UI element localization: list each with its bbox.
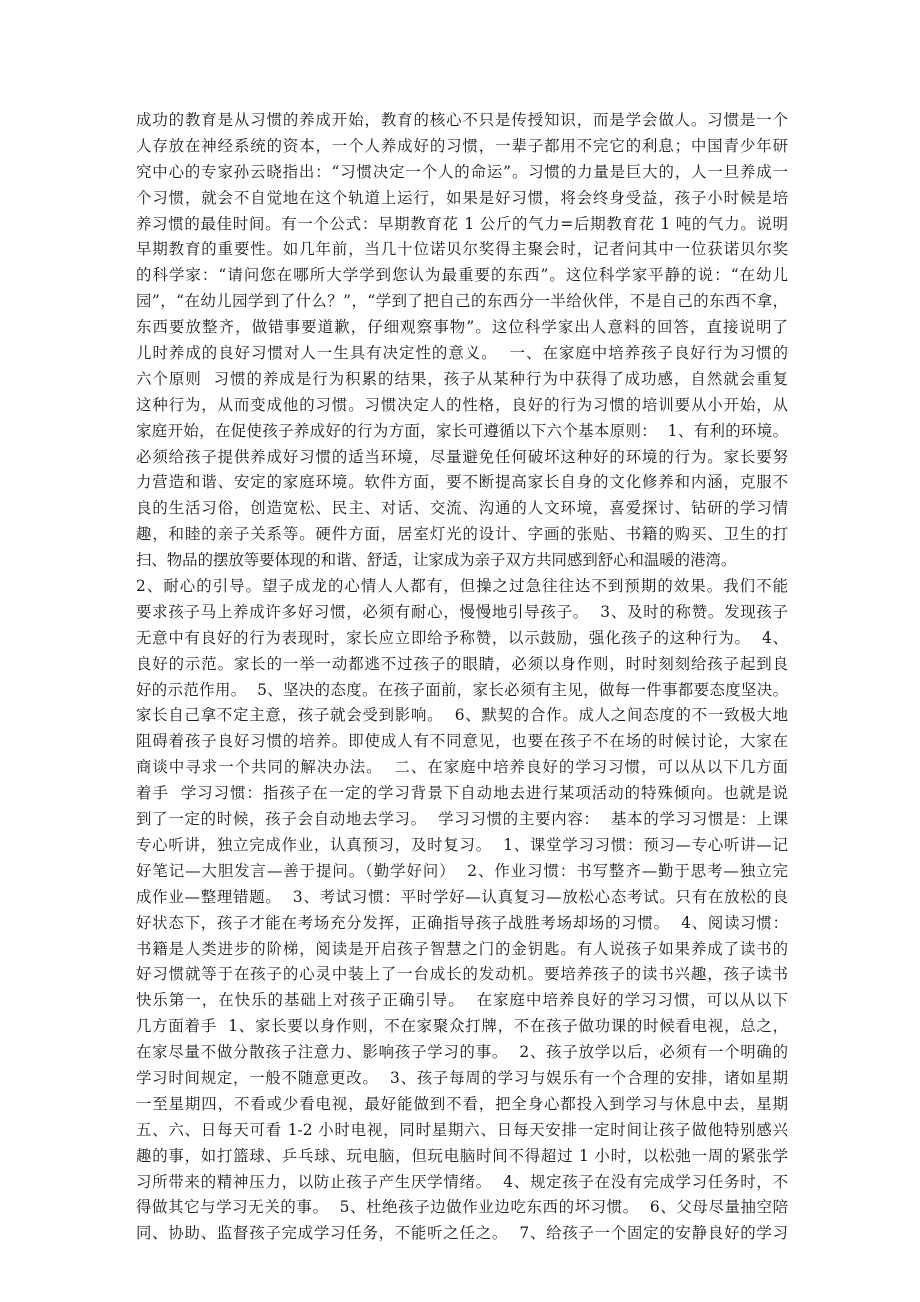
- text-line: 书籍是人类进步的阶梯，阅读是开启孩子智慧之门的金钥匙。有人说孩子如果养成了读书的: [136, 939, 788, 958]
- text-line: 良的生活习俗，创造宽松、民主、对话、交流、沟通的人文环境，喜爱探讨、钻研的学习情: [136, 499, 788, 518]
- text-line: 一至星期四，不看或少看电视，最好能做到不看，把全身心都投入到学习与休息中去，星期: [136, 1094, 788, 1113]
- text-line: 好状态下，孩子才能在考场充分发挥，正确指导孩子战胜考场却场的习惯。 4、阅读习惯：: [136, 913, 788, 932]
- text-line: 好笔记—大胆发言—善于提问。（勤学好问） 2、作业习惯：书写整齐—勤于思考—独立完: [136, 861, 788, 880]
- text-line: 趣，和睦的亲子关系等。硬件方面，居室灯光的设计、字画的张贴、书籍的购买、卫生的打: [136, 525, 788, 544]
- body-text: [136, 108, 788, 1247]
- text-line: 着手 学习习惯：指孩子在一定的学习背景下自动地去进行某项活动的特殊倾向。也就是说: [136, 784, 788, 803]
- text-line: 家庭开始，在促使孩子养成好的行为方面，家长可遵循以下六个基本原则： 1、有利的环境。: [136, 421, 788, 440]
- text-line: 好习惯就等于在孩子的心灵中装上了一台成长的发动机。要培养孩子的读书兴趣，孩子读书: [136, 965, 788, 984]
- text-line: 商谈中寻求一个共同的解决办法。 二、在家庭中培养良好的学习习惯，可以从以下几方面: [136, 758, 788, 777]
- text-line: 力营造和谐、安定的家庭环境。软件方面，要不断提高家长自身的文化修养和内涵，克服不: [136, 473, 788, 492]
- text-line: 同、协助、监督孩子完成学习任务，不能听之任之。 7、给孩子一个固定的安静良好的学习: [136, 1224, 788, 1243]
- text-line: 专心听讲，独立完成作业，认真预习，及时复习。 1、课堂学习习惯：预习—专心听讲—记: [136, 835, 788, 854]
- text-line: 无意中有良好的行为表现时，家长应立即给予称赞，以示鼓励，强化孩子的这种行为。 4、: [136, 628, 788, 647]
- text-line: 几方面着手 1、家长要以身作则，不在家聚众打牌，不在孩子做功课的时候看电视，总之，: [136, 1017, 788, 1036]
- text-line: 趣的事，如打篮球、乒乓球、玩电脑，但玩电脑时间不得超过 1 小时，以松弛一周的紧张学: [136, 1146, 788, 1165]
- text-line: 早期教育的重要性。如几年前，当几十位诺贝尔奖得主聚会时，记者问其中一位获诺贝尔奖: [136, 240, 788, 259]
- text-line: 六个原则 习惯的养成是行为积累的结果，孩子从某种行为中获得了成功感，自然就会重复: [136, 369, 788, 388]
- text-line: 快乐第一，在快乐的基础上对孩子正确引导。 在家庭中培养良好的学习习惯，可以从以下: [136, 991, 788, 1010]
- text-line: 要求孩子马上养成许多好习惯，必须有耐心，慢慢地引导孩子。 3、及时的称赞。发现孩子: [136, 602, 788, 621]
- text-line: 阻碍着孩子良好习惯的培养。即使成人有不同意见，也要在孩子不在场的时候讨论，大家在: [136, 732, 788, 751]
- text-line: 扫、物品的摆放等要体现的和谐、舒适，让家成为亲子双方共同感到舒心和温暖的港湾。: [136, 551, 737, 570]
- text-line: 东西要放整齐，做错事要道歉，仔细观察事物”。这位科学家出人意料的回答，直接说明了: [136, 318, 788, 337]
- text-line: 成作业—整理错题。 3、考试习惯：平时学好—认真复习—放松心态考试。只有在放松的良: [136, 887, 788, 906]
- text-line: 养习惯的最佳时间。有一个公式：早期教育花 1 公斤的气力=后期教育花 1 吨的气力。说明: [136, 214, 788, 233]
- text-line: 2、耐心的引导。望子成龙的心情人人都有，但操之过急往往达不到预期的效果。我们不能: [136, 577, 788, 596]
- text-line: 到了一定的时候，孩子会自动地去学习。 学习习惯的主要内容： 基本的学习习惯是：上课: [136, 810, 788, 829]
- text-line: 习所带来的精神压力，以防止孩子产生厌学情绪。 4、规定孩子在没有完成学习任务时，不: [136, 1172, 788, 1191]
- text-line: 究中心的专家孙云晓指出：“习惯决定一个人的命运”。习惯的力量是巨大的，人一旦养成一: [136, 162, 788, 181]
- text-line: 在家尽量不做分散孩子注意力、影响孩子学习的事。 2、孩子放学以后，必须有一个明确的: [136, 1043, 788, 1062]
- text-line: 的科学家：“请问您在哪所大学学到您认为最重要的东西”。这位科学家平静的说：“在幼儿: [136, 266, 788, 285]
- text-line: 这种行为，从而变成他的习惯。习惯决定人的性格，良好的行为习惯的培训要从小开始，从: [136, 395, 788, 414]
- text-line: 人存放在神经系统的资本，一个人养成好的习惯，一辈子都用不完它的利息；中国青少年研: [136, 136, 788, 155]
- text-line: 家长自己拿不定主意，孩子就会受到影响。 6、默契的合作。成人之间态度的不一致极大地: [136, 706, 788, 725]
- text-line: 园”，“在幼儿园学到了什么？”，“学到了把自己的东西分一半给伙伴，不是自己的东西不拿，: [136, 292, 788, 311]
- text-line: 良好的示范。家长的一举一动都逃不过孩子的眼睛，必须以身作则，时时刻刻给孩子起到良: [136, 654, 788, 673]
- text-line: 学习时间规定，一般不随意更改。 3、孩子每周的学习与娱乐有一个合理的安排，诸如星期: [136, 1068, 788, 1087]
- text-line: 成功的教育是从习惯的养成开始，教育的核心不只是传授知识，而是学会做人。习惯是一个: [136, 111, 788, 129]
- text-line: 儿时养成的良好习惯对人一生具有决定性的意义。 一、在家庭中培养孩子良好行为习惯的: [136, 344, 788, 363]
- text-line: 必须给孩子提供养成好习惯的适当环境，尽量避免任何破坏这种好的环境的行为。家长要努: [136, 447, 788, 466]
- text-line: 好的示范作用。 5、坚决的态度。在孩子面前，家长必须有主见，做每一件事都要态度坚决。: [136, 680, 788, 699]
- text-line: 个习惯，就会不自觉地在这个轨道上运行，如果是好习惯，将会终身受益，孩子小时候是培: [136, 188, 788, 207]
- text-line: 五、六、日每天可看 1-2 小时电视，同时星期六、日每天安排一定时间让孩子做他特别感兴: [136, 1120, 788, 1139]
- text-line: 得做其它与学习无关的事。 5、杜绝孩子边做作业边吃东西的坏习惯。 6、父母尽量抽空陪: [136, 1198, 788, 1217]
